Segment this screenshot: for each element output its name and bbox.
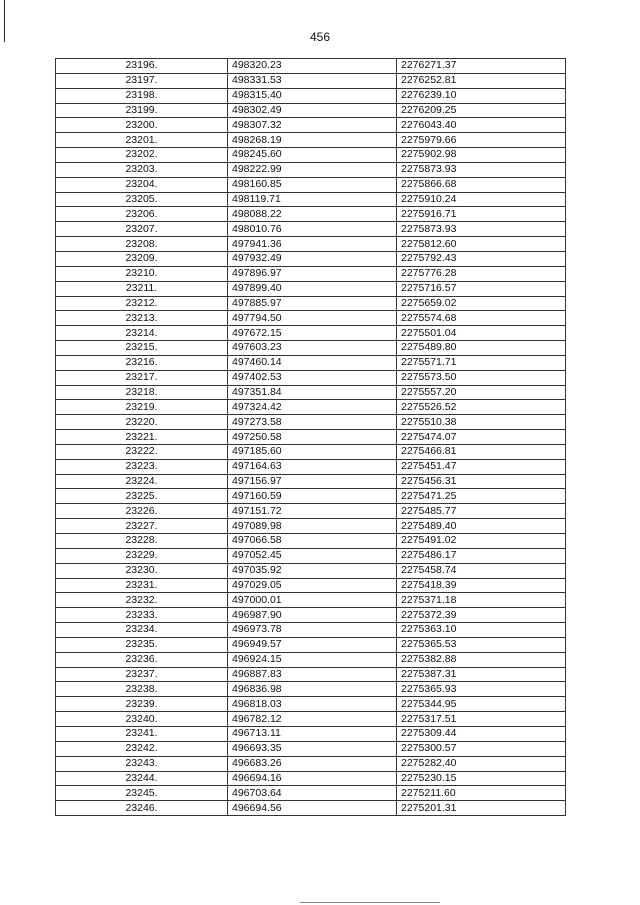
northing-cell: 2275812.60 [397, 237, 566, 252]
northing-cell: 2275571.71 [397, 355, 566, 370]
northing-cell: 2275344.95 [397, 697, 566, 712]
table-row [56, 370, 566, 385]
easting-cell: 496694.16 [228, 771, 397, 786]
easting-cell: 496836.98 [228, 682, 397, 697]
point-number-cell: 23243. [56, 756, 228, 771]
easting-cell: 496683.26 [228, 756, 397, 771]
easting-cell: 497324.42 [228, 400, 397, 415]
northing-cell: 2275363.10 [397, 623, 566, 638]
table-row [56, 786, 566, 801]
table-row [56, 593, 566, 608]
easting-cell: 497164.63 [228, 459, 397, 474]
point-number-cell: 23209. [56, 251, 228, 266]
easting-cell: 497156.97 [228, 474, 397, 489]
northing-cell: 2275387.31 [397, 667, 566, 682]
point-number-cell: 23245. [56, 786, 228, 801]
point-number-cell: 23232. [56, 593, 228, 608]
point-number-cell: 23202. [56, 148, 228, 163]
table-row [56, 756, 566, 771]
point-number-cell: 23231. [56, 578, 228, 593]
point-number-cell: 23229. [56, 548, 228, 563]
point-number-cell: 23196. [56, 59, 228, 74]
point-number-cell: 23228. [56, 534, 228, 549]
table-row [56, 534, 566, 549]
table-row [56, 623, 566, 638]
easting-cell: 498315.40 [228, 88, 397, 103]
point-number-cell: 23203. [56, 162, 228, 177]
table-row [56, 415, 566, 430]
point-number-cell: 23236. [56, 652, 228, 667]
table-row [56, 637, 566, 652]
point-number-cell: 23240. [56, 712, 228, 727]
coordinates-table [55, 58, 566, 816]
point-number-cell: 23219. [56, 400, 228, 415]
table-row [56, 504, 566, 519]
northing-cell: 2275456.31 [397, 474, 566, 489]
table-row [56, 726, 566, 741]
northing-cell: 2275916.71 [397, 207, 566, 222]
table-row [56, 118, 566, 133]
table-row [56, 207, 566, 222]
table-row [56, 222, 566, 237]
table-row [56, 489, 566, 504]
point-number-cell: 23217. [56, 370, 228, 385]
point-number-cell: 23235. [56, 637, 228, 652]
table-row [56, 162, 566, 177]
northing-cell: 2275902.98 [397, 148, 566, 163]
point-number-cell: 23208. [56, 237, 228, 252]
northing-cell: 2275491.02 [397, 534, 566, 549]
point-number-cell: 23244. [56, 771, 228, 786]
easting-cell: 496887.83 [228, 667, 397, 682]
easting-cell: 497672.15 [228, 326, 397, 341]
easting-cell: 498307.32 [228, 118, 397, 133]
table-row [56, 281, 566, 296]
table-row [56, 177, 566, 192]
northing-cell: 2275382.88 [397, 652, 566, 667]
easting-cell: 497000.01 [228, 593, 397, 608]
northing-cell: 2275557.20 [397, 385, 566, 400]
table-row [56, 474, 566, 489]
point-number-cell: 23222. [56, 444, 228, 459]
table-row [56, 59, 566, 74]
table-row [56, 578, 566, 593]
table-row [56, 667, 566, 682]
point-number-cell: 23238. [56, 682, 228, 697]
point-number-cell: 23218. [56, 385, 228, 400]
northing-cell: 2275716.57 [397, 281, 566, 296]
northing-cell: 2275201.31 [397, 801, 566, 816]
table-row [56, 697, 566, 712]
point-number-cell: 23214. [56, 326, 228, 341]
easting-cell: 498320.23 [228, 59, 397, 74]
table-row [56, 652, 566, 667]
table-row [56, 459, 566, 474]
table-row [56, 88, 566, 103]
table-row [56, 548, 566, 563]
easting-cell: 496713.11 [228, 726, 397, 741]
point-number-cell: 23239. [56, 697, 228, 712]
easting-cell: 497250.58 [228, 430, 397, 445]
northing-cell: 2275486.17 [397, 548, 566, 563]
table-row [56, 73, 566, 88]
northing-cell: 2275510.38 [397, 415, 566, 430]
point-number-cell: 23210. [56, 266, 228, 281]
easting-cell: 498119.71 [228, 192, 397, 207]
northing-cell: 2275489.80 [397, 341, 566, 356]
table-row [56, 133, 566, 148]
easting-cell: 498088.22 [228, 207, 397, 222]
table-row [56, 519, 566, 534]
point-number-cell: 23198. [56, 88, 228, 103]
point-number-cell: 23206. [56, 207, 228, 222]
table-row [56, 741, 566, 756]
northing-cell: 2275282.40 [397, 756, 566, 771]
point-number-cell: 23197. [56, 73, 228, 88]
easting-cell: 498160.85 [228, 177, 397, 192]
easting-cell: 496782.12 [228, 712, 397, 727]
easting-cell: 497932.49 [228, 251, 397, 266]
easting-cell: 496973.78 [228, 623, 397, 638]
point-number-cell: 23215. [56, 341, 228, 356]
point-number-cell: 23211. [56, 281, 228, 296]
easting-cell: 496818.03 [228, 697, 397, 712]
table-row [56, 444, 566, 459]
easting-cell: 497896.97 [228, 266, 397, 281]
point-number-cell: 23230. [56, 563, 228, 578]
point-number-cell: 23224. [56, 474, 228, 489]
table-row [56, 311, 566, 326]
table-row [56, 801, 566, 816]
northing-cell: 2275910.24 [397, 192, 566, 207]
table-row [56, 296, 566, 311]
table-row [56, 608, 566, 623]
point-number-cell: 23216. [56, 355, 228, 370]
table-row [56, 400, 566, 415]
easting-cell: 497185.60 [228, 444, 397, 459]
northing-cell: 2275418.39 [397, 578, 566, 593]
northing-cell: 2275365.53 [397, 637, 566, 652]
easting-cell: 497089.98 [228, 519, 397, 534]
easting-cell: 497603.23 [228, 341, 397, 356]
northing-cell: 2275471.25 [397, 489, 566, 504]
easting-cell: 497035.92 [228, 563, 397, 578]
point-number-cell: 23213. [56, 311, 228, 326]
northing-cell: 2275451.47 [397, 459, 566, 474]
easting-cell: 497160.59 [228, 489, 397, 504]
table-row [56, 192, 566, 207]
point-number-cell: 23225. [56, 489, 228, 504]
easting-cell: 497052.45 [228, 548, 397, 563]
table-row [56, 103, 566, 118]
point-number-cell: 23233. [56, 608, 228, 623]
northing-cell: 2275776.28 [397, 266, 566, 281]
easting-cell: 497151.72 [228, 504, 397, 519]
point-number-cell: 23207. [56, 222, 228, 237]
northing-cell: 2276239.10 [397, 88, 566, 103]
table-row [56, 266, 566, 281]
point-number-cell: 23241. [56, 726, 228, 741]
point-number-cell: 23226. [56, 504, 228, 519]
northing-cell: 2275474.07 [397, 430, 566, 445]
northing-cell: 2276252.81 [397, 73, 566, 88]
point-number-cell: 23199. [56, 103, 228, 118]
point-number-cell: 23204. [56, 177, 228, 192]
northing-cell: 2275873.93 [397, 162, 566, 177]
point-number-cell: 23201. [56, 133, 228, 148]
easting-cell: 498268.19 [228, 133, 397, 148]
point-number-cell: 23242. [56, 741, 228, 756]
northing-cell: 2275873.93 [397, 222, 566, 237]
bottom-rule [300, 902, 440, 903]
table-row [56, 341, 566, 356]
northing-cell: 2275979.66 [397, 133, 566, 148]
easting-cell: 496987.90 [228, 608, 397, 623]
easting-cell: 497794.50 [228, 311, 397, 326]
northing-cell: 2276271.37 [397, 59, 566, 74]
table-row [56, 237, 566, 252]
easting-cell: 497029.05 [228, 578, 397, 593]
table-row [56, 355, 566, 370]
table-row [56, 563, 566, 578]
northing-cell: 2275211.60 [397, 786, 566, 801]
northing-cell: 2275792.43 [397, 251, 566, 266]
northing-cell: 2276209.25 [397, 103, 566, 118]
table-row [56, 682, 566, 697]
northing-cell: 2275309.44 [397, 726, 566, 741]
point-number-cell: 23227. [56, 519, 228, 534]
easting-cell: 496703.64 [228, 786, 397, 801]
easting-cell: 497899.40 [228, 281, 397, 296]
northing-cell: 2275372.39 [397, 608, 566, 623]
point-number-cell: 23205. [56, 192, 228, 207]
point-number-cell: 23237. [56, 667, 228, 682]
page-number: 456 [309, 30, 331, 44]
northing-cell: 2275365.93 [397, 682, 566, 697]
northing-cell: 2275501.04 [397, 326, 566, 341]
point-number-cell: 23246. [56, 801, 228, 816]
table-row [56, 771, 566, 786]
point-number-cell: 23223. [56, 459, 228, 474]
easting-cell: 497460.14 [228, 355, 397, 370]
table-row [56, 251, 566, 266]
coordinates-table-body [56, 59, 566, 816]
northing-cell: 2275458.74 [397, 563, 566, 578]
table-row [56, 712, 566, 727]
easting-cell: 498331.53 [228, 73, 397, 88]
northing-cell: 2275300.57 [397, 741, 566, 756]
easting-cell: 498010.76 [228, 222, 397, 237]
northing-cell: 2275573.50 [397, 370, 566, 385]
easting-cell: 497273.58 [228, 415, 397, 430]
point-number-cell: 23234. [56, 623, 228, 638]
easting-cell: 496693.35 [228, 741, 397, 756]
northing-cell: 2275866.68 [397, 177, 566, 192]
easting-cell: 497066.58 [228, 534, 397, 549]
northing-cell: 2275317.51 [397, 712, 566, 727]
easting-cell: 498245.60 [228, 148, 397, 163]
easting-cell: 497402.53 [228, 370, 397, 385]
northing-cell: 2275659.02 [397, 296, 566, 311]
northing-cell: 2276043.40 [397, 118, 566, 133]
table-row [56, 148, 566, 163]
easting-cell: 496694.56 [228, 801, 397, 816]
northing-cell: 2275466.81 [397, 444, 566, 459]
point-number-cell: 23221. [56, 430, 228, 445]
easting-cell: 497351.84 [228, 385, 397, 400]
northing-cell: 2275371.18 [397, 593, 566, 608]
easting-cell: 497885.97 [228, 296, 397, 311]
table-row [56, 326, 566, 341]
northing-cell: 2275526.52 [397, 400, 566, 415]
point-number-cell: 23212. [56, 296, 228, 311]
point-number-cell: 23200. [56, 118, 228, 133]
point-number-cell: 23220. [56, 415, 228, 430]
easting-cell: 497941.36 [228, 237, 397, 252]
table-row [56, 385, 566, 400]
easting-cell: 498222.99 [228, 162, 397, 177]
table-row [56, 430, 566, 445]
northing-cell: 2275485.77 [397, 504, 566, 519]
easting-cell: 496924.15 [228, 652, 397, 667]
easting-cell: 496949.57 [228, 637, 397, 652]
northing-cell: 2275489.40 [397, 519, 566, 534]
northing-cell: 2275230.15 [397, 771, 566, 786]
northing-cell: 2275574.68 [397, 311, 566, 326]
easting-cell: 498302.49 [228, 103, 397, 118]
